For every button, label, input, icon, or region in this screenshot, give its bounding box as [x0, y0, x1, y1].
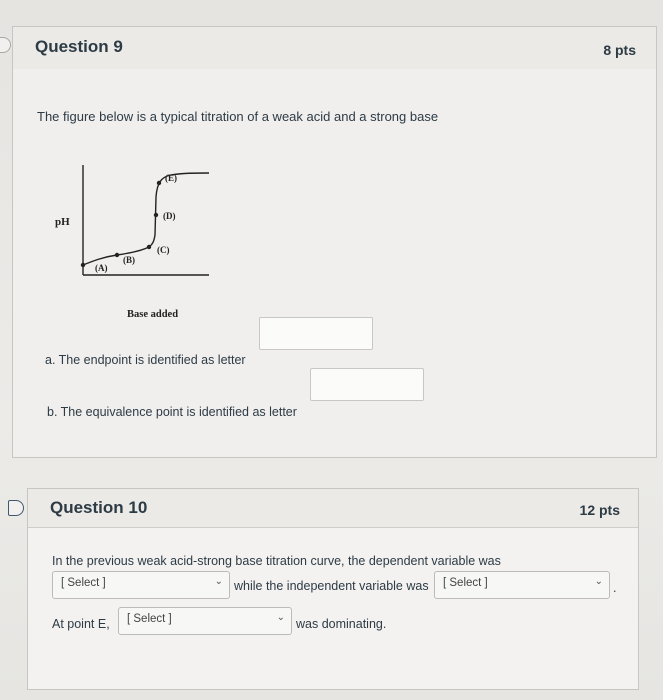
point-e-species-select[interactable] — [118, 607, 292, 635]
question-10-title: Question 10 — [50, 498, 148, 517]
question-10-line2: while the independent variable was — [234, 579, 429, 593]
part-b-answer-field[interactable] — [310, 368, 424, 401]
point-d-label: (D) — [163, 211, 176, 221]
point-b-label: (B) — [123, 255, 135, 265]
chevron-down-icon: ⌄ — [214, 576, 223, 587]
question-9-header — [13, 27, 656, 70]
titration-curve-figure — [53, 157, 253, 337]
point-e-dot — [157, 181, 161, 185]
x-axis-label: Base added — [127, 309, 179, 320]
question-10-points: 12 pts — [579, 502, 620, 518]
independent-variable-select[interactable] — [434, 571, 610, 599]
y-axis-label: pH — [55, 216, 70, 228]
question-flag-icon[interactable] — [8, 500, 24, 516]
question-10-line1: In the previous weak acid-strong base titration curve, the dependent variable was — [52, 554, 501, 568]
select-value: [ Select ] — [127, 613, 172, 625]
question-10-line3-prefix: At point E, — [52, 617, 110, 631]
point-c-dot — [147, 245, 151, 249]
part-a-answer-field[interactable] — [259, 317, 373, 350]
question-flag-icon[interactable] — [0, 37, 11, 53]
point-c-label: (C) — [157, 245, 170, 255]
select-value: [ Select ] — [61, 577, 106, 589]
select-value: [ Select ] — [443, 577, 488, 589]
question-9-title: Question 9 — [35, 37, 123, 56]
point-a-label: (A) — [95, 263, 108, 273]
point-d-dot — [154, 213, 158, 217]
question-9-card — [12, 26, 657, 458]
point-e-label: (E) — [165, 173, 177, 183]
question-10-header — [28, 489, 638, 528]
chevron-down-icon: ⌄ — [276, 612, 285, 623]
titration-curve — [83, 173, 209, 265]
chevron-down-icon: ⌄ — [594, 576, 603, 587]
point-b-dot — [115, 253, 119, 257]
part-a-label: a. The endpoint is identified as letter — [45, 353, 246, 367]
question-9-prompt: The figure below is a typical titration of a weak acid and a strong base — [37, 109, 439, 124]
question-10-card — [27, 488, 639, 690]
point-a-dot — [81, 263, 85, 267]
dependent-variable-select[interactable] — [52, 571, 230, 599]
part-b-label: b. The equivalence point is identified as letter — [47, 405, 297, 419]
question-10-line3-suffix: was dominating. — [296, 617, 387, 631]
period-text: . — [613, 581, 617, 595]
question-9-points: 8 pts — [603, 42, 636, 58]
